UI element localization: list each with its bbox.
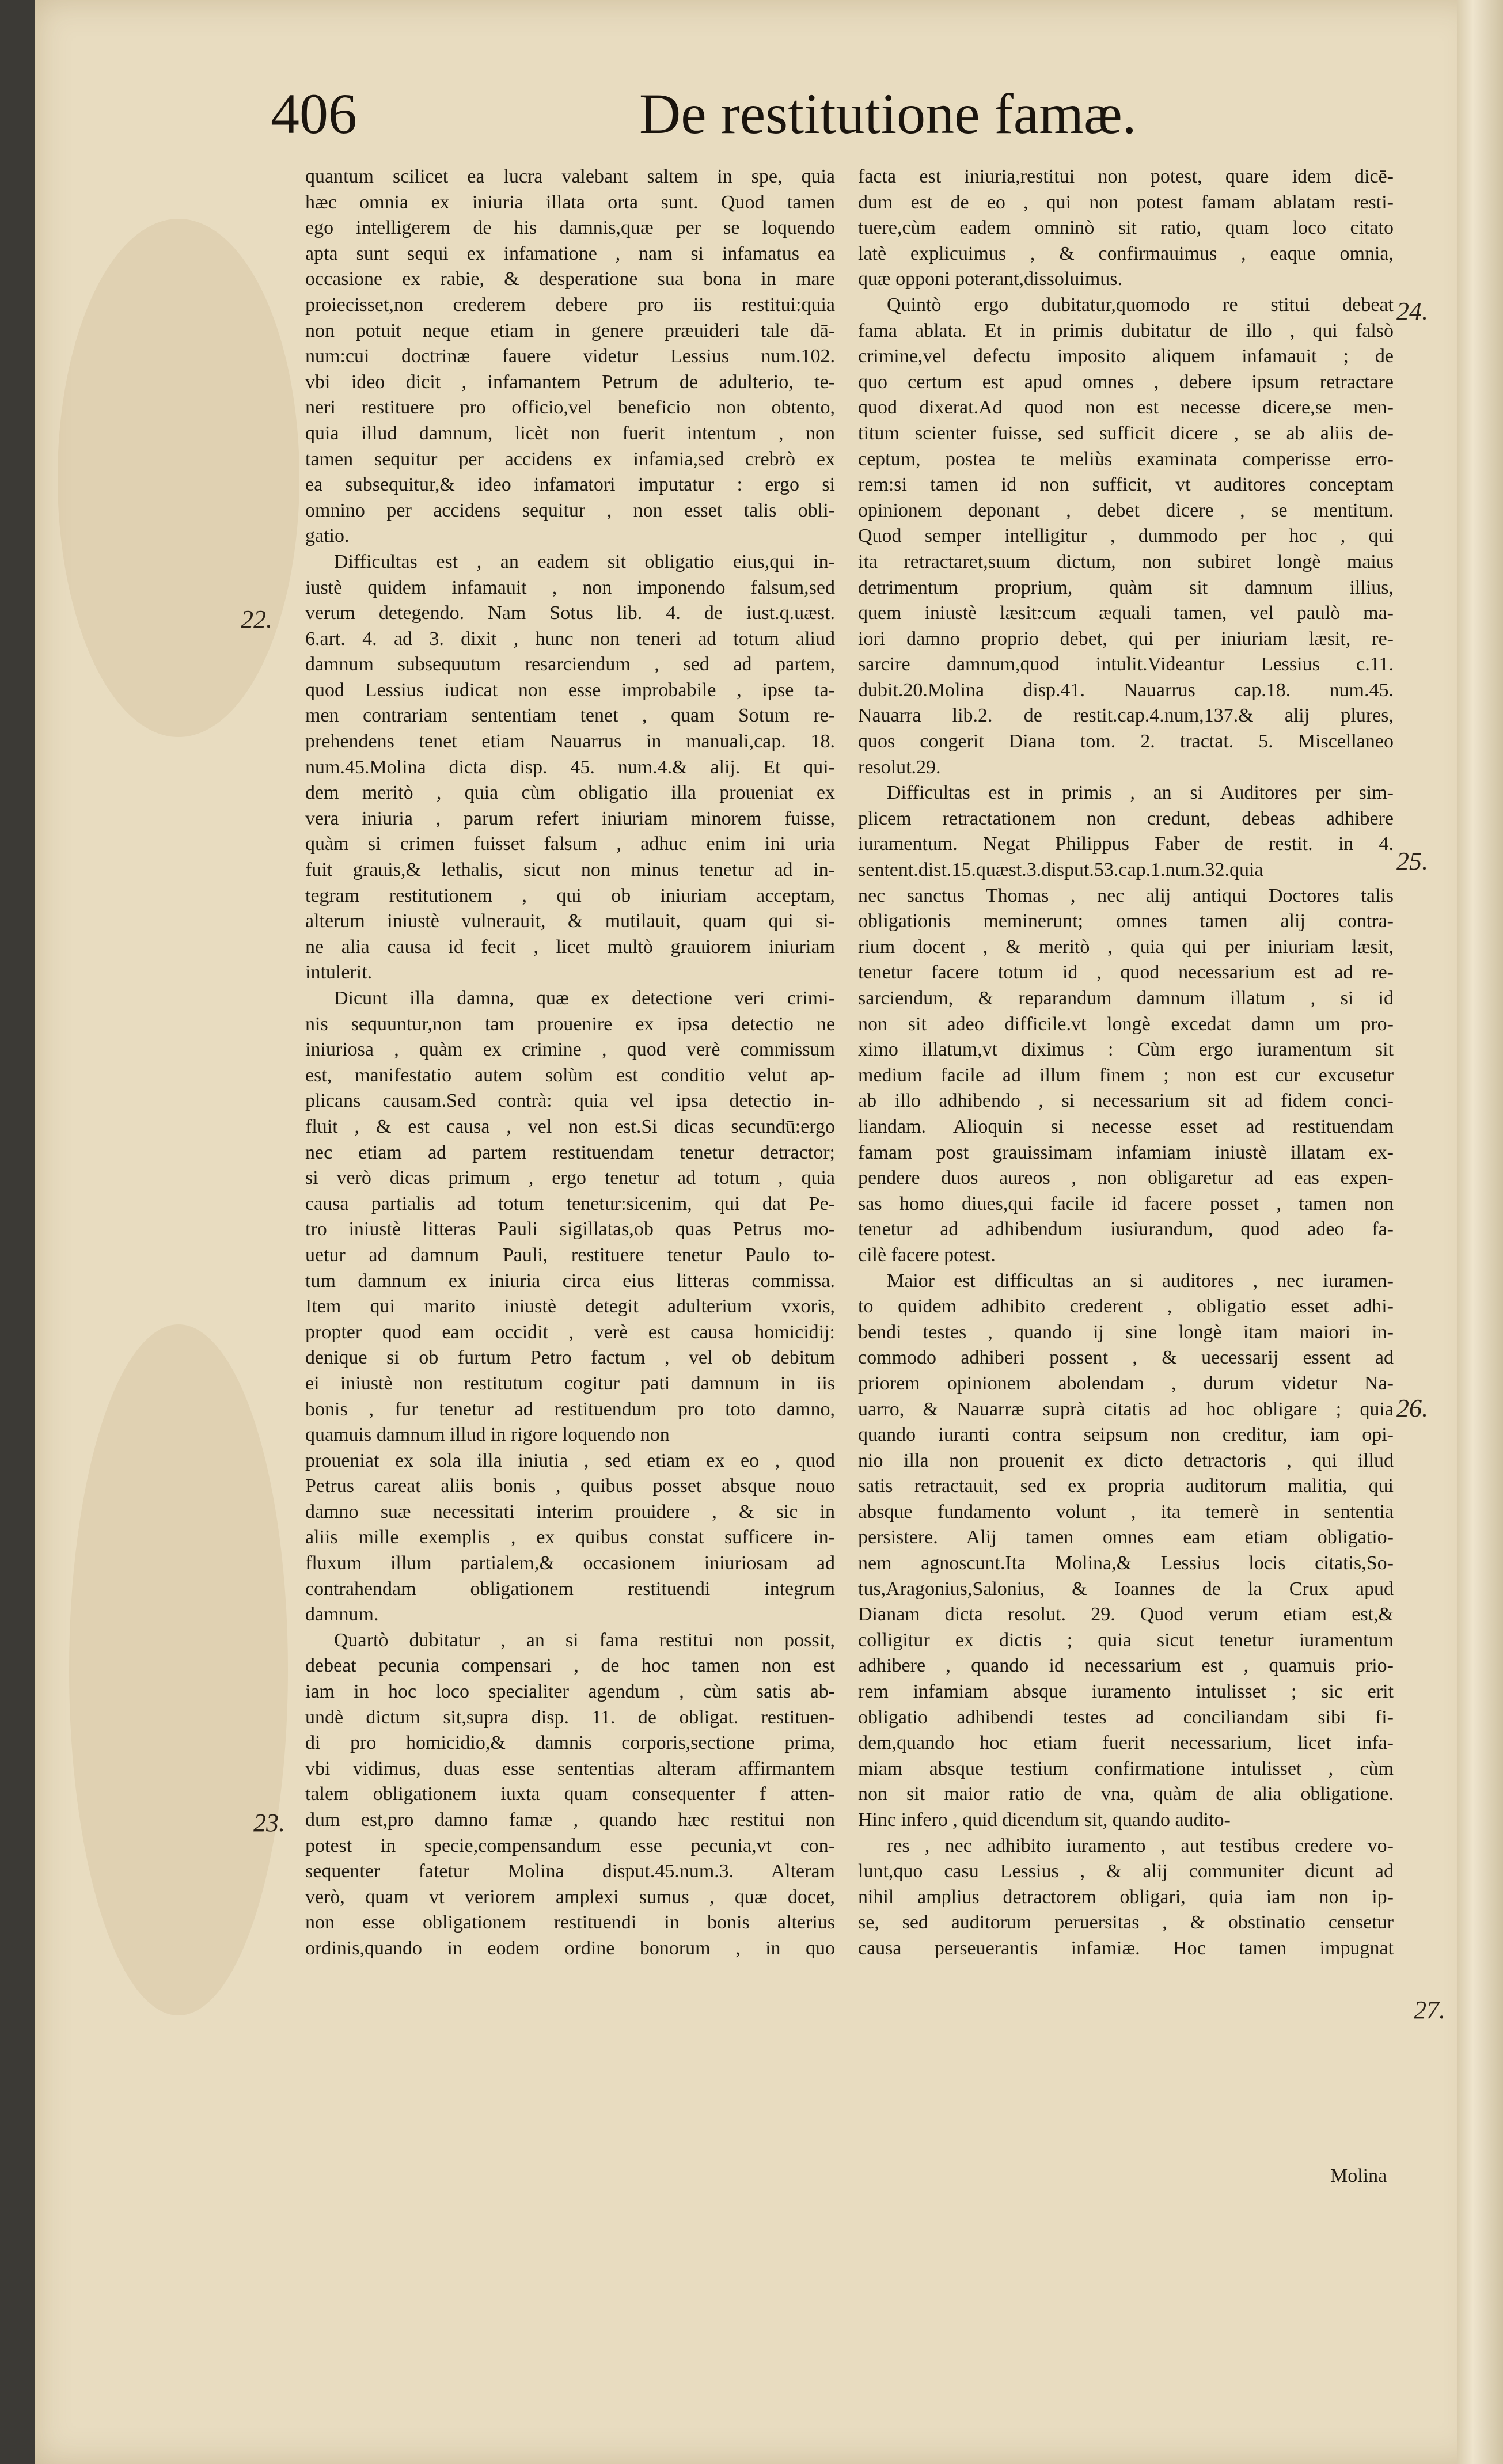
text-line: tegram restitutionem , qui ob iniuriam acceptam, (305, 884, 835, 906)
text-line: men contrariam sententiam tenet , quam Sotum re- (305, 705, 835, 727)
text-line: causa perseuerantis infamiæ. Hoc tamen impugnat (858, 1937, 1394, 1959)
margin-number: 22. (241, 605, 272, 633)
text-line: ei iniustè non restitutum cogitur pati damnum in iis (305, 1372, 835, 1394)
text-line: di pro homicidio,& damnis corporis,sectione prima, (305, 1732, 835, 1754)
text-line: Maior est difficultas an si auditores , nec iuramen- (887, 1270, 1394, 1292)
text-line: cilè facere potest. (858, 1244, 996, 1266)
text-line: denique si ob furtum Petro factum , vel ob debitum (305, 1347, 835, 1369)
text-line: crimine,vel defectu imposito aliquem infamauit ; de (858, 346, 1394, 367)
text-line: fluit , & est causa , vel non est.Si dicas secundū:ergo (305, 1115, 835, 1137)
text-line: debeat pecunia compensari , de hoc tamen non est (305, 1655, 835, 1677)
margin-number: 26. (1396, 1394, 1428, 1422)
text-line: resolut.29. (858, 756, 941, 778)
text-line: sentent.dist.15.quæst.3.disput.53.cap.1.num.32.quia (858, 859, 1263, 881)
text-line: adhibere , quando id necessarium est , quamuis prio- (858, 1655, 1394, 1677)
text-line: nihil amplius detractorem obligari, quia iam non ip- (858, 1886, 1394, 1908)
text-line: non esse obligationem restituendi in bonis alterius (305, 1912, 835, 1934)
text-line: non sit maior ratio de vna, quàm de alia obligatione. (858, 1783, 1394, 1805)
text-line: ne alia causa id fecit , licet multò grauiorem iniuriam (305, 936, 835, 958)
text-line: titum scienter fuisse, sed sufficit dicere , se ab aliis de- (858, 422, 1394, 444)
text-line: quod Lessius iudicat non esse improbabile , ipse ta- (305, 679, 835, 701)
text-line: dum est,pro damno famæ , quando hæc restitui non (305, 1809, 835, 1831)
text-line: sequenter fatetur Molina disput.45.num.3. Alteram (305, 1861, 835, 1882)
text-line: occasione ex rabie, & desperatione sua bona in mare (305, 268, 835, 290)
text-line: opinionem deponant , debet dicere , se mentitum. (858, 499, 1394, 521)
page-stain (58, 219, 299, 737)
text-line: quæ opponi poterant,dissoluimus. (858, 268, 1122, 290)
text-line: uetur ad damnum Pauli, restituere tenetur Paulo to- (305, 1244, 835, 1266)
text-line: satis retractauit, sed ex propria auditorum malitia, qui (858, 1475, 1394, 1497)
text-line: tus,Aragonius,Salonius, & Ioannes de la Crux apud (858, 1578, 1394, 1600)
text-line: iustè quidem infamauit , non imponendo falsum,sed (305, 576, 835, 598)
text-line: non potuit neque etiam in genere præuideri tale dā- (305, 320, 835, 341)
text-line: lunt,quo casu Lessius , & alij communiter dicunt ad (858, 1861, 1394, 1882)
page-stain (69, 1324, 288, 2015)
text-line: sarciendum, & reparandum damnum illatum , si id (858, 988, 1394, 1009)
text-line: nem agnoscunt.Ita Molina,& Lessius locis citatis,So- (858, 1552, 1394, 1574)
text-line: uarro, & Nauarræ suprà citatis ad hoc obligare ; quia (858, 1398, 1394, 1420)
text-line: priorem opinionem abolendam , durum videtur Na- (858, 1372, 1394, 1394)
text-line: persistere. Alij tamen omnes eam etiam obligatio- (858, 1527, 1394, 1548)
text-line: nis sequuntur,non tam prouenire ex ipsa detectio ne (305, 1013, 835, 1035)
left-column (305, 164, 835, 2214)
text-line: detrimentum proprium, quàm sit damnum illius, (858, 576, 1394, 598)
text-line: to quidem adhibito crederent , obligatio esset adhi- (858, 1296, 1394, 1318)
text-line: tamen sequitur per accidens ex infamia,sed crebrò ex (305, 448, 835, 470)
text-line: proueniat ex sola illa iniutia , sed etiam ex eo , quod (305, 1449, 835, 1471)
text-line: rium docent , & meritò , quia qui per iniuriam læsit, (858, 936, 1394, 958)
text-line: res , nec adhibito iuramento , aut testibus credere vo- (887, 1835, 1394, 1856)
text-line: miam absque testium confirmatione intulisset , cùm (858, 1757, 1394, 1779)
text-line: iniuriosa , quàm ex crimine , quod verè commissum (305, 1039, 835, 1061)
text-line: nec etiam ad partem restituendam tenetur detractor; (305, 1141, 835, 1163)
text-line: vera iniuria , parum refert iniuriam minorem fuisse, (305, 807, 835, 829)
page-header (271, 81, 1192, 155)
text-line: colligitur ex dictis ; quia sicut tenetur iuramentum (858, 1629, 1394, 1651)
text-line: num.45.Molina dicta disp. 45. num.4.& alij. Et qui- (305, 756, 835, 778)
text-line: fluxum illum partialem,& occasionem iniuriosam ad (305, 1552, 835, 1574)
text-line: dem,quando hoc etiam fuerit necessarium, licet infa- (858, 1732, 1394, 1754)
text-line: se, sed auditorum peruersitas , & obstinatio censetur (858, 1912, 1394, 1934)
text-line: prehendens tenet etiam Nauarrus in manuali,cap. 18. (305, 731, 835, 753)
margin-number: 27. (1414, 1996, 1445, 2024)
text-line: iori damno proprio debet, qui per iniuriam læsit, re- (858, 628, 1394, 650)
text-line: iuramentum. Negat Philippus Faber de restit. in 4. (858, 833, 1394, 855)
text-line: iam in hoc loco specialiter agendum , cùm satis ab- (305, 1681, 835, 1703)
text-line: nec sanctus Thomas , nec alij antiqui Doctores talis (858, 884, 1394, 906)
page-number: 406 (271, 82, 357, 146)
text-line: ab illo adhibendo , si necessarium sit ad fidem conci- (858, 1090, 1394, 1112)
text-line: quo certum est apud omnes , debere ipsum retractare (858, 371, 1394, 393)
text-line: dem meritò , quia cùm obligatio illa proueniat ex (305, 782, 835, 804)
margin-number: 25. (1396, 847, 1428, 875)
text-line: facta est iniuria,restitui non potest, quare idem dicē- (858, 166, 1394, 187)
text-line: si verò dicas primum , ergo tenetur ad totum , quia (305, 1167, 835, 1189)
text-line: damno suæ necessitati interim prouidere , & sic in (305, 1501, 835, 1523)
text-line: quos congerit Diana tom. 2. tractat. 5. Miscellaneo (858, 731, 1394, 753)
text-line: famam post grauissimam infamiam iniustè illatam ex- (858, 1141, 1394, 1163)
text-line: obligatio adhibendi testes ad conciliandam sibi fi- (858, 1706, 1394, 1728)
text-line: bonis , fur tenetur ad restituendum pro toto damno, (305, 1398, 835, 1420)
text-line: tenetur facere totum id , quod necessarium est ad re- (858, 962, 1394, 984)
text-line: verò, quam vt veriorem amplexi sumus , quæ docet, (305, 1886, 835, 1908)
text-line: rem:si tamen id non sufficit, vt auditores conceptam (858, 474, 1394, 496)
text-line: liandam. Alioquin si necesse esset ad restituendam (858, 1115, 1394, 1137)
text-line: est, manifestatio autem solùm est conditio velut ap- (305, 1064, 835, 1086)
text-line: ita retractaret,suum dictum, non subiret longè maius (858, 550, 1394, 572)
right-column (858, 164, 1394, 2214)
text-line: tenetur ad adhibendum iusiurandum, quod adeo fa- (858, 1218, 1394, 1240)
text-line: ceptum, postea te meliùs examinata comperisse erro- (858, 448, 1394, 470)
text-line: talem obligationem iuxta quam consequenter f atten- (305, 1783, 835, 1805)
text-line: Difficultas est , an eadem sit obligatio eius,qui in- (334, 550, 835, 572)
text-line: sas homo diues,qui facile id facere posset , tamen non (858, 1193, 1394, 1214)
text-line: quia illud damnum, licèt non fuerit intentum , non (305, 422, 835, 444)
text-line: causa partialis ad totum tenetur:sicenim, qui dat Pe- (305, 1193, 835, 1214)
text-line: apta sunt sequi ex infamatione , nam si infamatus ea (305, 242, 835, 264)
text-line: alterum iniustè vulnerauit, & mutilauit, quam qui si- (305, 910, 835, 932)
text-line: latè explicuimus , & confirmauimus , eaque omnia, (858, 242, 1394, 264)
text-line: quod dixerat.Ad quod non est necesse dicere,se men- (858, 397, 1394, 419)
text-line: verum detegendo. Nam Sotus lib. 4. de iust.q.uæst. (305, 602, 835, 624)
text-line: fuit grauis,& lethalis, sicut non minus tenetur ad in- (305, 859, 835, 881)
text-line: Quintò ergo dubitatur,quomodo re stitui debeat (887, 294, 1394, 316)
text-line: Petrus careat aliis bonis , quibus posset absque nouo (305, 1475, 835, 1497)
text-line: ximo illatum,vt diximus : Cùm ergo iuramentum sit (858, 1039, 1394, 1061)
text-line: quando iuranti contra seipsum non creditur, iam opi- (858, 1424, 1394, 1446)
text-line: ego intelligerem de his damnis,quæ per se loquendo (305, 217, 835, 239)
text-line: Item qui marito iniustè detegit adulterium vxoris, (305, 1296, 835, 1318)
text-line: quem iniustè læsit:cum æquali tamen, vel paulò ma- (858, 602, 1394, 624)
text-line: 6.art. 4. ad 3. dixit , hunc non teneri ad totum aliud (305, 628, 835, 650)
text-line: num:cui doctrinæ fauere videtur Lessius num.102. (305, 346, 835, 367)
text-line: quamuis damnum illud in rigore loquendo non (305, 1424, 670, 1446)
text-line: Quartò dubitatur , an si fama restitui non possit, (334, 1629, 835, 1651)
text-line: contrahendam obligationem restituendi integrum (305, 1578, 835, 1600)
text-line: tum damnum ex iniuria circa eius litteras commissa. (305, 1270, 835, 1292)
running-title: De restitutione famæ. (639, 82, 1137, 146)
text-line: intulerit. (305, 962, 373, 984)
text-line: gatio. (305, 525, 350, 547)
text-line: quàm si crimen fuisset falsum , adhuc enim ini uria (305, 833, 835, 855)
text-line: damnum subsequutum resarciendum , sed ad partem, (305, 654, 835, 675)
text-line: aliis mille exemplis , ex quibus constat sufficere in- (305, 1527, 835, 1548)
text-line: fama ablata. Et in primis dubitatur de illo , qui falsò (858, 320, 1394, 341)
text-line: hæc omnia ex iniuria illata orta sunt. Quod tamen (305, 191, 835, 213)
text-line: potest in specie,compensandum esse pecunia,vt con- (305, 1835, 835, 1856)
margin-number: 24. (1396, 297, 1428, 325)
catchword: Molina (1330, 2165, 1387, 2186)
text-line: bendi testes , quando ij sine longè itam maiori in- (858, 1321, 1394, 1343)
text-line: absque fundamento volunt , ita temerè in sententia (858, 1501, 1394, 1523)
text-line: damnum. (305, 1604, 379, 1626)
text-line: neri restituere pro officio,vel beneficio non obtento, (305, 397, 835, 419)
text-line: ordinis,quando in eodem ordine bonorum , in quo (305, 1937, 835, 1959)
margin-number: 23. (253, 1809, 285, 1837)
text-line: Quod semper intelligitur , dummodo per hoc , qui (858, 525, 1394, 547)
text-line: non sit adeo difficile.vt longè excedat damn um pro- (858, 1013, 1394, 1035)
text-line: Hinc infero , quid dicendum sit, quando audito- (858, 1809, 1231, 1831)
text-line: omnino per accidens sequitur , non esset talis obli- (305, 499, 835, 521)
text-line: obligationis meminerunt; omnes tamen alij contra- (858, 910, 1394, 932)
text-line: Dianam dicta resolut. 29. Quod verum etiam est,& (858, 1604, 1394, 1626)
text-line: nio illa non prouenit ex dicto detractoris , qui illud (858, 1449, 1394, 1471)
text-line: Difficultas est in primis , an si Auditores per sim- (887, 782, 1394, 804)
text-line: vbi vidimus, duas esse sententias alteram affirmantem (305, 1757, 835, 1779)
page-gutter (1457, 0, 1503, 2464)
text-line: undè dictum sit,supra disp. 11. de obligat. restituen- (305, 1706, 835, 1728)
text-line: tuere,cùm eadem omninò sit ratio, quam loco citato (858, 217, 1394, 239)
text-line: ea subsequitur,& ideo infamatori imputatur : ergo si (305, 474, 835, 496)
text-line: tro iniustè litteras Pauli sigillatas,ob quas Petrus mo- (305, 1218, 835, 1240)
text-line: quantum scilicet ea lucra valebant saltem in spe, quia (305, 166, 835, 187)
text-line: commodo adhiberi possent , & uecessarij essent ad (858, 1347, 1394, 1369)
text-line: plicem retractationem non credunt, debeas adhibere (858, 807, 1394, 829)
text-line: pendere duos aureos , non obligaretur ad eas expen- (858, 1167, 1394, 1189)
text-line: proiecisset,non crederem debere pro iis restitui:quia (305, 294, 835, 316)
text-line: sarcire damnum,quod intulit.Videantur Lessius c.11. (858, 654, 1394, 675)
text-line: medium facile ad illum finem ; non est cur excusetur (858, 1064, 1394, 1086)
text-line: dum est de eo , qui non potest famam ablatam resti- (858, 191, 1394, 213)
text-line: Dicunt illa damna, quæ ex detectione veri crimi- (334, 988, 835, 1009)
text-line: dubit.20.Molina disp.41. Nauarrus cap.18. num.45. (858, 679, 1394, 701)
text-line: plicans causam.Sed contrà: quia vel ipsa detectio in- (305, 1090, 835, 1112)
text-line: Nauarra lib.2. de restit.cap.4.num,137.& alij plures, (858, 705, 1394, 727)
text-line: propter quod eam occidit , verè est causa homicidij: (305, 1321, 835, 1343)
text-line: vbi ideo dicit , infamantem Petrum de adulterio, te- (305, 371, 835, 393)
text-line: rem infamiam absque iuramento intulisset ; sic erit (858, 1681, 1394, 1703)
